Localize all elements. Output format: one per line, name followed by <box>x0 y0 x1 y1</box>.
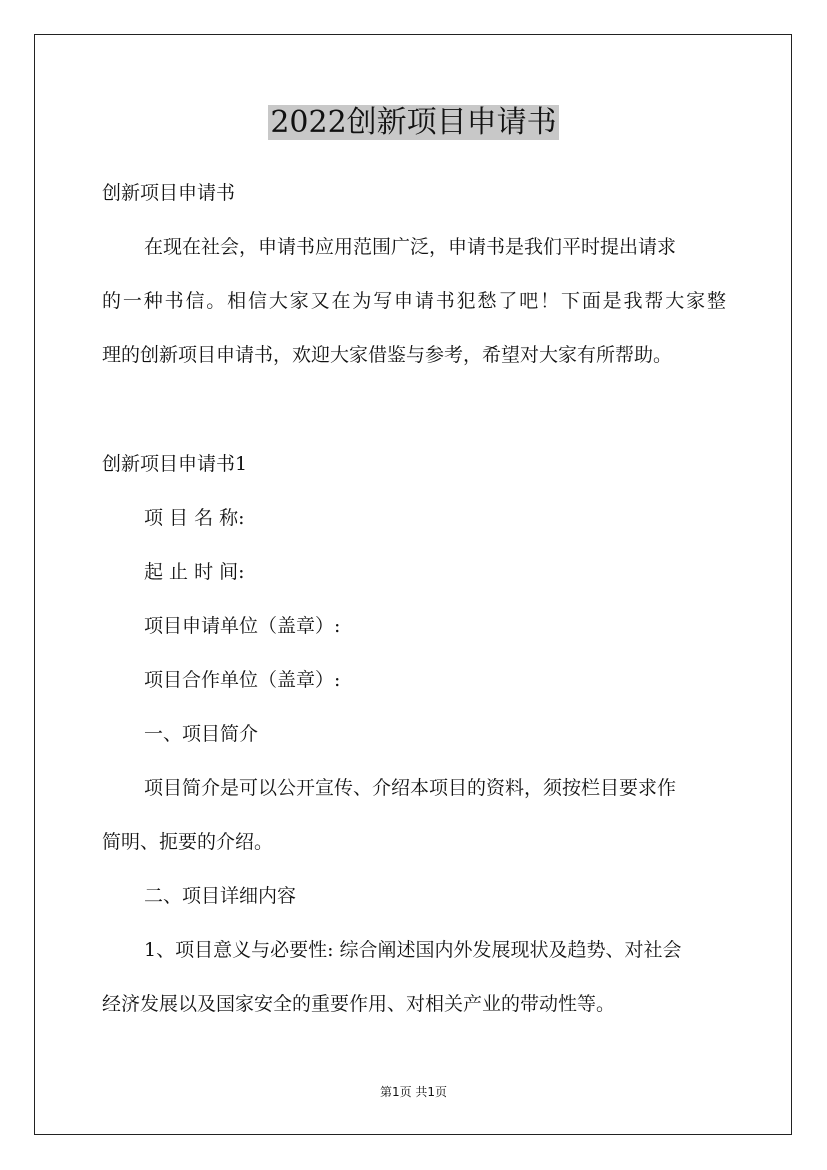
part-1-body-line-1: 项目简介是可以公开宣传、介绍本项目的资料，须按栏目要求作 <box>144 777 677 799</box>
part-2-heading: 二、项目详细内容 <box>144 885 297 907</box>
section-1-heading: 创新项目申请书1 <box>102 453 248 475</box>
intro-line-1: 在现在社会，申请书应用范围广泛，申请书是我们平时提出请求 <box>144 236 677 258</box>
document-title <box>0 103 827 143</box>
intro-line-3: 理的创新项目申请书，欢迎大家借鉴与参考，希望对大家有所帮助。 <box>102 344 673 366</box>
part-2-body-line-2: 经济发展以及国家安全的重要作用、对相关产业的带动性等。 <box>102 993 616 1015</box>
intro-line-2: 的一种书信。相信大家又在为写申请书犯愁了吧！下面是我帮大家整 <box>102 290 726 312</box>
page-footer: 第1页 共1页 <box>379 1085 448 1099</box>
part-2-body-line-1: 1、项目意义与必要性: 综合阐述国内外发展现状及趋势、对社会 <box>144 939 682 961</box>
part-1-body-line-2: 简明、扼要的介绍。 <box>102 831 274 853</box>
subtitle: 创新项目申请书 <box>102 182 236 204</box>
field-applicant-unit: 项目申请单位（盖章）: <box>144 615 341 637</box>
part-1-heading: 一、项目简介 <box>144 723 259 745</box>
document-title-text: 2022创新项目申请书 <box>270 105 557 140</box>
field-time-span: 起 止 时 间: <box>144 561 245 583</box>
field-partner-unit: 项目合作单位（盖章）: <box>144 669 341 691</box>
field-project-name: 项 目 名 称: <box>144 507 245 529</box>
